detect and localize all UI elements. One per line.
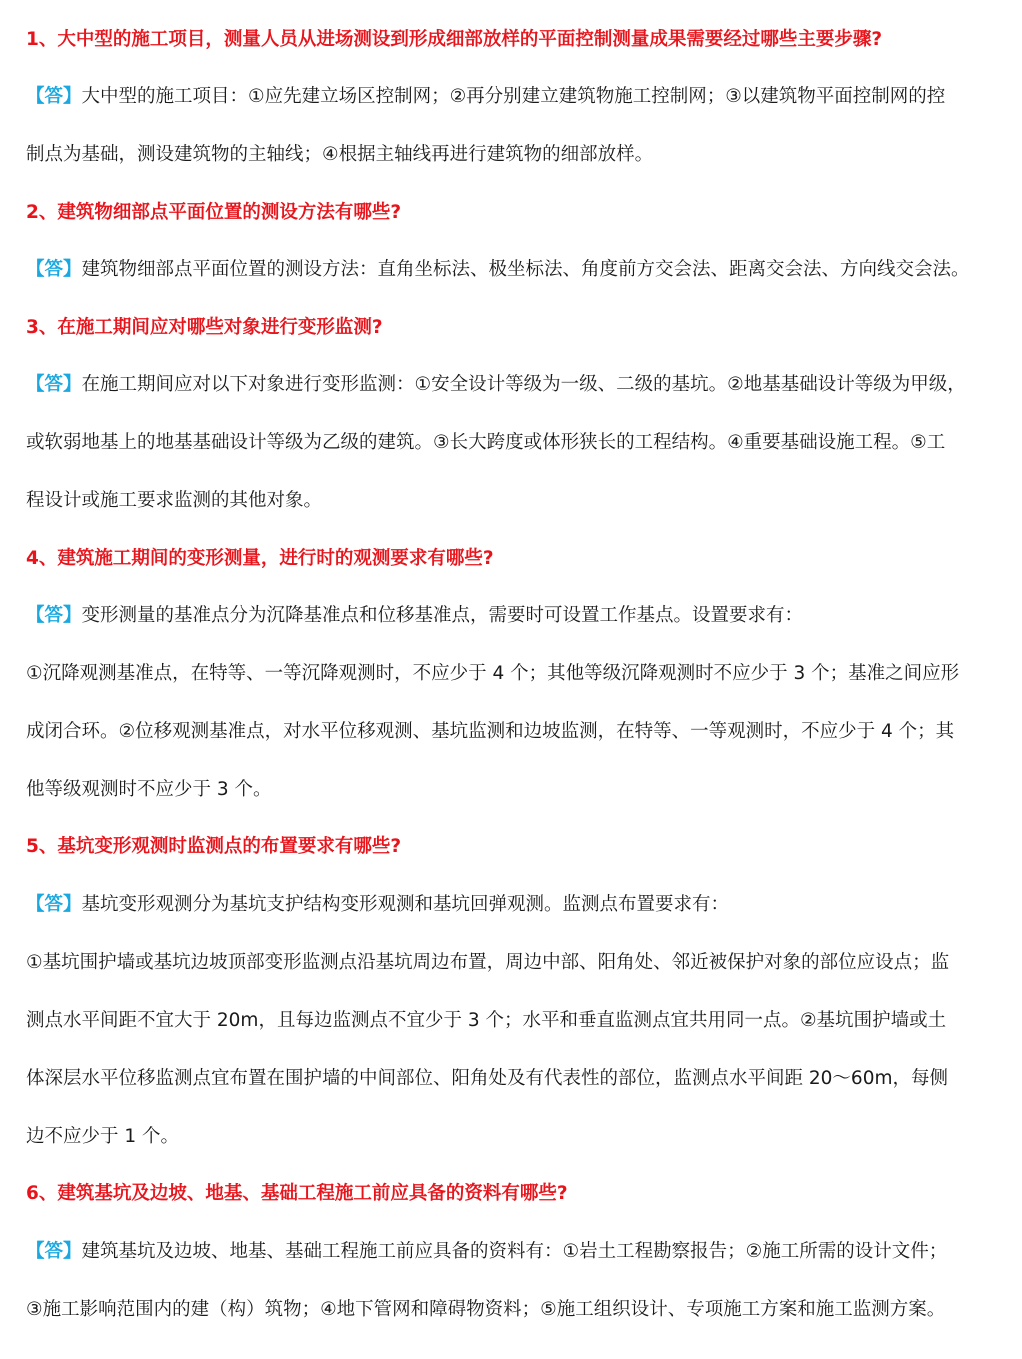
- answer-3-line-2: 或软弱地基上的地基基础设计等级为乙级的建筑。③长大跨度或体形狭长的工程结构。④重要基础设施工程。⑤工: [26, 432, 946, 453]
- answer-tag: 【答】: [26, 1241, 82, 1262]
- answer-4-line-3: 成闭合环。②位移观测基准点，对水平位移观测、基坑监测和边坡监测，在特等、一等观测时，不应少于 4 个；其: [26, 721, 955, 742]
- question-4: 4、建筑施工期间的变形测量，进行时的观测要求有哪些?: [26, 548, 494, 569]
- question-3: 3、在施工期间应对哪些对象进行变形监测?: [26, 317, 383, 338]
- answer-5-line-1: [26, 892, 1001, 918]
- answer-tag: 【答】: [26, 605, 82, 626]
- answer-tag: 【答】: [26, 259, 82, 280]
- answer-5-line-3: 测点水平间距不宜大于 20m，且每边监测点不宜少于 3 个；水平和垂直监测点宜共用同一点。②基坑围护墙或土: [26, 1010, 947, 1031]
- answer-3-line-1: [26, 372, 1001, 398]
- answer-tag: 【答】: [26, 894, 82, 915]
- answer-tag: 【答】: [26, 374, 82, 395]
- answer-5-line-4: 体深层水平位移监测点宜布置在围护墙的中间部位、阳角处及有代表性的部位，监测点水平间距 20～60m，每侧: [26, 1068, 948, 1089]
- answer-3-line-3: 程设计或施工要求监测的其他对象。: [26, 490, 323, 511]
- answer-text: 基坑变形观测分为基坑支护结构变形观测和基坑回弹观测。监测点布置要求有：: [81, 894, 730, 915]
- answer-text: 建筑基坑及边坡、地基、基础工程施工前应具备的资料有：①岩土工程勘察报告；②施工所需的设计文件；: [81, 1241, 948, 1262]
- answer-4-line-2: ①沉降观测基准点，在特等、一等沉降观测时，不应少于 4 个；其他等级沉降观测时不应少于 3 个；基准之间应形: [26, 663, 960, 684]
- question-6: 6、建筑基坑及边坡、地基、基础工程施工前应具备的资料有哪些?: [26, 1183, 568, 1204]
- answer-4-line-4: 他等级观测时不应少于 3 个。: [26, 779, 272, 800]
- answer-text: 建筑物细部点平面位置的测设方法：直角坐标法、极坐标法、角度前方交会法、距离交会法、方向线交会法。: [81, 259, 970, 280]
- answer-1-line-1: [26, 84, 1001, 110]
- answer-text: 变形测量的基准点分为沉降基准点和位移基准点，需要时可设置工作基点。设置要求有：: [81, 605, 804, 626]
- answer-5-line-2: ①基坑围护墙或基坑边坡顶部变形监测点沿基坑周边布置，周边中部、阳角处、邻近被保护对象的部位应设点；监: [26, 952, 950, 973]
- question-1: 1、大中型的施工项目，测量人员从进场测设到形成细部放样的平面控制测量成果需要经过哪些主要步骤?: [26, 29, 883, 50]
- answer-2-line-1: [26, 257, 1001, 283]
- question-2: 2、建筑物细部点平面位置的测设方法有哪些?: [26, 202, 402, 223]
- answer-4-line-1: [26, 603, 1001, 629]
- answer-5-line-5: 边不应少于 1 个。: [26, 1126, 180, 1147]
- answer-tag: 【答】: [26, 86, 82, 107]
- answer-6-line-1: [26, 1239, 1001, 1265]
- answer-1-line-2: 制点为基础，测设建筑物的主轴线；④根据主轴线再进行建筑物的细部放样。: [26, 144, 654, 165]
- question-5: 5、基坑变形观测时监测点的布置要求有哪些?: [26, 836, 402, 857]
- answer-6-line-2: ③施工影响范围内的建（构）筑物；④地下管网和障碍物资料；⑤施工组织设计、专项施工方案和施工监测方案。: [26, 1299, 946, 1320]
- answer-text: 大中型的施工项目：①应先建立场区控制网；②再分别建立建筑物施工控制网；③以建筑物平面控制网的控: [81, 86, 946, 107]
- answer-text: 在施工期间应对以下对象进行变形监测：①安全设计等级为一级、二级的基坑。②地基基础设计等级为甲级，: [81, 374, 966, 395]
